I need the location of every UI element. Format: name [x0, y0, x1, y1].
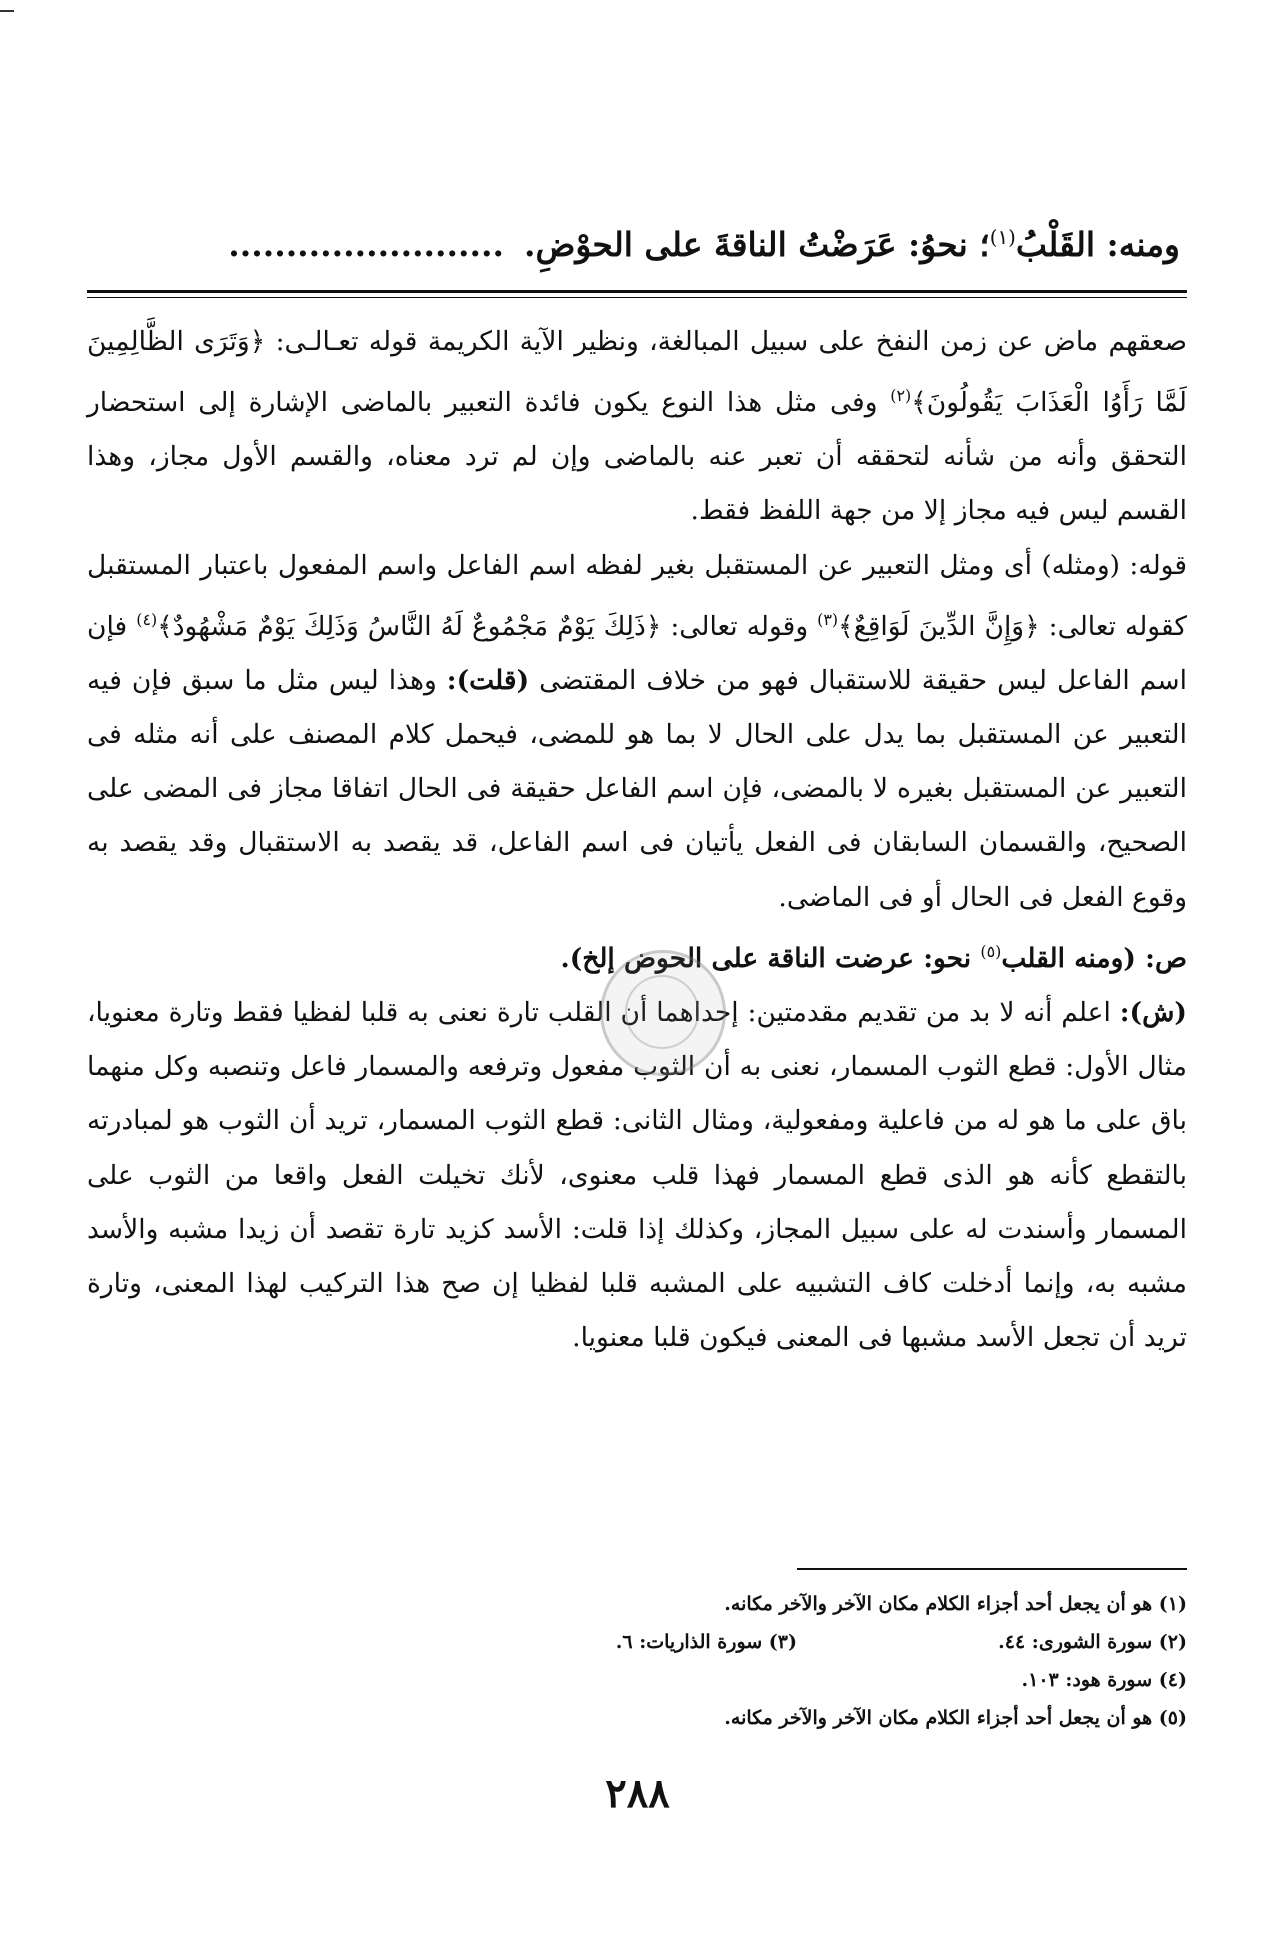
- commentary-text: وهذا ليس مثل ما سبق فإن فيه التعبير عن المستقبل بما يدل على الحال لا بما هو للمضى، فيحمل كلام المصنف على أنه مثله فى التعبير عن المستقبل بغيره لا بالمضى، فإن اسم الفاعل حقيقة فى الحال اتفاقا مجاز فى المضى على الصحيح، والقسمان السابقان فى الفعل يأتيان فى اسم الفاعل، قد يقصد به الاستقبال وقد يقصد به وقوع الفعل فى الحال أو فى الماضى.: [87, 664, 1187, 913]
- matn-dots: ........................: [228, 225, 504, 264]
- header-rule-thin: [87, 297, 1187, 298]
- matn-text-rest: ؛ نحوُ: عَرَضْتُ الناقةَ على الحوْضِ.: [523, 225, 990, 264]
- matn-footnote-ref: (١): [989, 226, 1016, 249]
- footnote-ref-4: (٤): [136, 609, 158, 629]
- commentary-text: وقوله تعالى:: [670, 610, 809, 642]
- quran-verse: ﴿وَتَرَى الظَّالِمِينَ لَمَّا رَأَوُا الْعَذَابَ يَقُولُونَ﴾: [87, 326, 1187, 419]
- qultu-marker: (قلت):: [446, 664, 530, 696]
- footnote-rule: [797, 1568, 1187, 1570]
- commentary-text: اعلم أنه لا بد من تقديم مقدمتين: إحداهما أن القلب تارة نعنى به قلبا لفظيا فقط وتارة معنويا، مثال الأول: قطع الثوب المسمار، نعنى به أن الثوب مفعول وترفعه والمسمار فاعل وتنصبه وكل منهما باق على ما هو له من فاعلية ومفعولية، ومثال الثانى: قطع الثوب المسمار، تريد أن الثوب هو لمبادرته بالتقطع كأنه هو الذى قطع المسمار فهذا قلب معنوى، لأنك تخيلت الفعل واقعا من الثوب على المسمار وأسندت له على سبيل المجاز، وكذلك إذا قلت: الأسد كزيد تارة تقصد أن زيدا مشبه والأسد مشبه به، وإنما أدخلت كاف التشبيه على المشبه قلبا لفظيا إن صح هذا التركيب لهذا المعنى، وتارة تريد أن تجعل الأسد مشبها فى المعنى فيكون قلبا معنويا.: [87, 996, 1188, 1354]
- footnote-ref-2: (٢): [890, 386, 912, 406]
- quran-verse: ﴿ذَلِكَ يَوْمٌ مَجْمُوعٌ لَهُ النَّاسُ وَذَلِكَ يَوْمٌ مَشْهُودٌ﴾: [157, 610, 662, 642]
- footnote-row-2-3: [87, 1623, 1187, 1661]
- matn-quote: ص: (ومنه القلب: [1001, 942, 1187, 974]
- commentary-text: صعقهم ماض عن زمن النفخ على سبيل المبالغة، ونظير الآية الكريمة قوله تعـالـى:: [275, 326, 1187, 357]
- footnote-4: (٤) سورة هود: ١٠٣.: [1021, 1669, 1187, 1691]
- commentary-text: وفى مثل هذا النوع يكون فائدة التعبير بالماضى الإشارة إلى استحضار التحقق وأنه من شأنه لتحققه أن تعبر عنه بالماضى وإن لم ترد معناه، والقسم الأول مجاز، وهذا القسم ليس فيه مجاز إلا من جهة اللفظ فقط.: [87, 387, 1187, 527]
- footnote-5: (٥) هو أن يجعل أحد أجزاء الكلام مكان الآخر والآخر مكانه.: [724, 1707, 1187, 1729]
- commentary-body: [87, 315, 1187, 1365]
- matn-header-line: [180, 225, 1180, 264]
- commentary-paragraph: [87, 315, 1187, 539]
- footnotes: [87, 1585, 1187, 1737]
- stamp-inner-ring: [625, 975, 699, 1049]
- commentary-paragraph: [87, 539, 1187, 925]
- footnote-1: (١) هو أن يجعل أحد أجزاء الكلام مكان الآخر والآخر مكانه.: [724, 1593, 1187, 1615]
- sharh-marker: (ش):: [1119, 996, 1187, 1028]
- commentary-text: قوله: (ومثله) أى ومثل التعبير عن المستقبل بغير لفظه اسم الفاعل واسم المفعول باعتبار المستقبل كقوله تعالى:: [87, 549, 1188, 642]
- commentary-text: فإن اسم الفاعل ليس حقيقة للاستقبال فهو من خلاف المقتضى: [87, 610, 1187, 696]
- scan-corner-mark: [0, 10, 14, 12]
- matn-text: ومنه: القَلْبُ: [1015, 225, 1180, 264]
- quran-verse: ﴿وَإِنَّ الدِّينَ لَوَاقِعٌ﴾: [838, 610, 1040, 642]
- footnote-3: (٣) سورة الذاريات: ٦.: [615, 1631, 797, 1653]
- footnote-ref-3: (٣): [817, 609, 839, 629]
- footnote-2: (٢) سورة الشورى: ٤٤.: [998, 1631, 1187, 1653]
- page-number: ٢٨٨: [605, 1770, 670, 1817]
- matn-quote-rest: نحو: عرضت الناقة على الحوض إلخ).: [560, 942, 972, 974]
- footnote-ref-5: (٥): [980, 941, 1002, 961]
- library-stamp-watermark: [600, 950, 726, 1076]
- header-rule-thick: [87, 290, 1187, 293]
